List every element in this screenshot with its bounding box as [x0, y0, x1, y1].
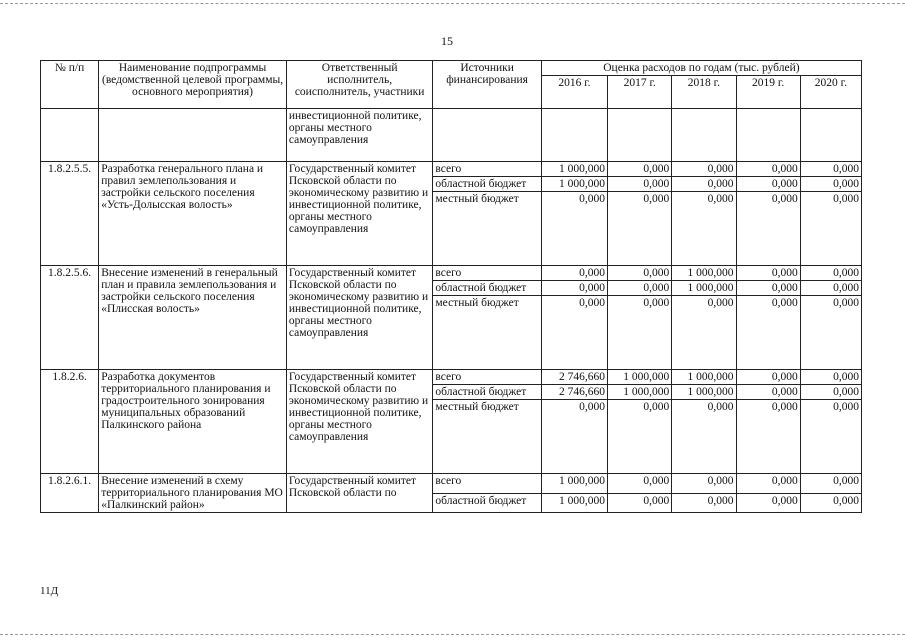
- source-label: областной бюджет: [433, 177, 541, 192]
- row-number: 1.8.2.6.1.: [41, 474, 99, 513]
- value-cell: 1 000,000: [541, 474, 607, 494]
- value-cell: 1 000,000: [541, 162, 607, 177]
- scan-edge-top: [0, 3, 905, 4]
- value-cell: 1 000,000: [672, 385, 736, 400]
- value-cell: 0,000: [800, 400, 861, 474]
- header-num: № п/п: [41, 61, 99, 109]
- value-cell: 0,000: [541, 296, 607, 370]
- source-label: всего: [433, 370, 541, 385]
- table-row: [41, 266, 862, 281]
- value-cell: 0,000: [736, 296, 800, 370]
- value-cell: 0,000: [608, 493, 672, 513]
- value-cell: 0,000: [672, 177, 736, 192]
- value-cell: 0,000: [672, 192, 736, 266]
- table-row: [41, 474, 862, 494]
- value-cell: 0,000: [608, 400, 672, 474]
- value-cell: 0,000: [800, 162, 861, 177]
- source-label: местный бюджет: [433, 400, 541, 474]
- row-name: Разработка генерального плана и правил землепользования и застройки сельского поселения «Усть-Долысская волость»: [99, 162, 287, 266]
- value-cell: 0,000: [736, 493, 800, 513]
- value-cell: 2 746,660: [541, 385, 607, 400]
- header-row: [41, 61, 862, 76]
- value-cell: 0,000: [608, 266, 672, 281]
- header-sources: Источники финансирования: [433, 61, 541, 109]
- value-cell: 0,000: [800, 474, 861, 494]
- value-cell: 0,000: [608, 296, 672, 370]
- source-label: всего: [433, 162, 541, 177]
- source-label: областной бюджет: [433, 281, 541, 296]
- value-cell: 0,000: [672, 474, 736, 494]
- value-cell: 0,000: [736, 162, 800, 177]
- header-year: 2020 г.: [800, 76, 861, 109]
- row-executor: Государственный комитет Псковской области по экономическому развитию и инвестиционной политике, органы местного самоуправления: [286, 370, 433, 474]
- value-cell: 0,000: [608, 474, 672, 494]
- source-label: всего: [433, 266, 541, 281]
- value-cell: 0,000: [800, 266, 861, 281]
- value-cell: 0,000: [736, 474, 800, 494]
- value-cell: 0,000: [672, 400, 736, 474]
- row-name: Внесение изменений в схему территориального планирования МО «Палкинский район»: [99, 474, 287, 513]
- value-cell: 0,000: [800, 493, 861, 513]
- row-name: Внесение изменений в генеральный план и правила землепользования и застройки сельского поселения «Плисская волость»: [99, 266, 287, 370]
- header-name: Наименование подпрограммы (ведомственной целевой программы, основного мероприятия): [99, 61, 287, 109]
- value-cell: 0,000: [541, 266, 607, 281]
- value-cell: 0,000: [672, 162, 736, 177]
- source-label: всего: [433, 474, 541, 494]
- row-executor: Государственный комитет Псковской области по: [286, 474, 433, 513]
- value-cell: 0,000: [736, 370, 800, 385]
- value-cell: 0,000: [608, 162, 672, 177]
- value-cell: 0,000: [800, 192, 861, 266]
- value-cell: 2 746,660: [541, 370, 607, 385]
- continuation-row: [41, 109, 862, 162]
- value-cell: 0,000: [800, 296, 861, 370]
- header-year: 2017 г.: [608, 76, 672, 109]
- header-estimate: Оценка расходов по годам (тыс. рублей): [541, 61, 861, 76]
- header-executor: Ответственный исполнитель, соисполнитель, участники: [286, 61, 433, 109]
- page-number: 15: [441, 34, 453, 48]
- header-year: 2018 г.: [672, 76, 736, 109]
- value-cell: 0,000: [736, 400, 800, 474]
- value-cell: 0,000: [541, 400, 607, 474]
- source-label: местный бюджет: [433, 192, 541, 266]
- source-label: областной бюджет: [433, 493, 541, 513]
- source-label: областной бюджет: [433, 385, 541, 400]
- value-cell: 0,000: [608, 192, 672, 266]
- row-number: 1.8.2.6.: [41, 370, 99, 474]
- value-cell: 0,000: [736, 177, 800, 192]
- value-cell: 0,000: [672, 493, 736, 513]
- value-cell: 0,000: [736, 385, 800, 400]
- value-cell: 0,000: [800, 281, 861, 296]
- value-cell: 0,000: [541, 281, 607, 296]
- value-cell: 0,000: [736, 281, 800, 296]
- expenditure-table: [40, 60, 862, 513]
- value-cell: 1 000,000: [672, 281, 736, 296]
- value-cell: 0,000: [736, 192, 800, 266]
- value-cell: 0,000: [800, 370, 861, 385]
- source-label: местный бюджет: [433, 296, 541, 370]
- continuation-executor: инвестиционной политике, органы местного самоуправления: [286, 109, 433, 162]
- row-executor: Государственный комитет Псковской области по экономическому развитию и инвестиционной политике, органы местного самоуправления: [286, 162, 433, 266]
- value-cell: 1 000,000: [672, 266, 736, 281]
- header-year: 2016 г.: [541, 76, 607, 109]
- document-code: 11Д: [40, 585, 59, 597]
- table-row: [41, 162, 862, 177]
- table-row: [41, 370, 862, 385]
- value-cell: 0,000: [541, 192, 607, 266]
- value-cell: 0,000: [672, 296, 736, 370]
- row-executor: Государственный комитет Псковской области по экономическому развитию и инвестиционной политике, органы местного самоуправления: [286, 266, 433, 370]
- scan-edge-bottom: [0, 634, 905, 635]
- value-cell: 1 000,000: [608, 385, 672, 400]
- value-cell: 0,000: [800, 177, 861, 192]
- value-cell: 0,000: [608, 281, 672, 296]
- value-cell: 1 000,000: [672, 370, 736, 385]
- value-cell: 1 000,000: [541, 493, 607, 513]
- header-year: 2019 г.: [736, 76, 800, 109]
- row-number: 1.8.2.5.6.: [41, 266, 99, 370]
- row-number: 1.8.2.5.5.: [41, 162, 99, 266]
- value-cell: 1 000,000: [608, 370, 672, 385]
- value-cell: 0,000: [736, 266, 800, 281]
- value-cell: 1 000,000: [541, 177, 607, 192]
- value-cell: 0,000: [800, 385, 861, 400]
- row-name: Разработка документов территориального планирования и градостроительного зонирования муниципальных образований Палкинского района: [99, 370, 287, 474]
- value-cell: 0,000: [608, 177, 672, 192]
